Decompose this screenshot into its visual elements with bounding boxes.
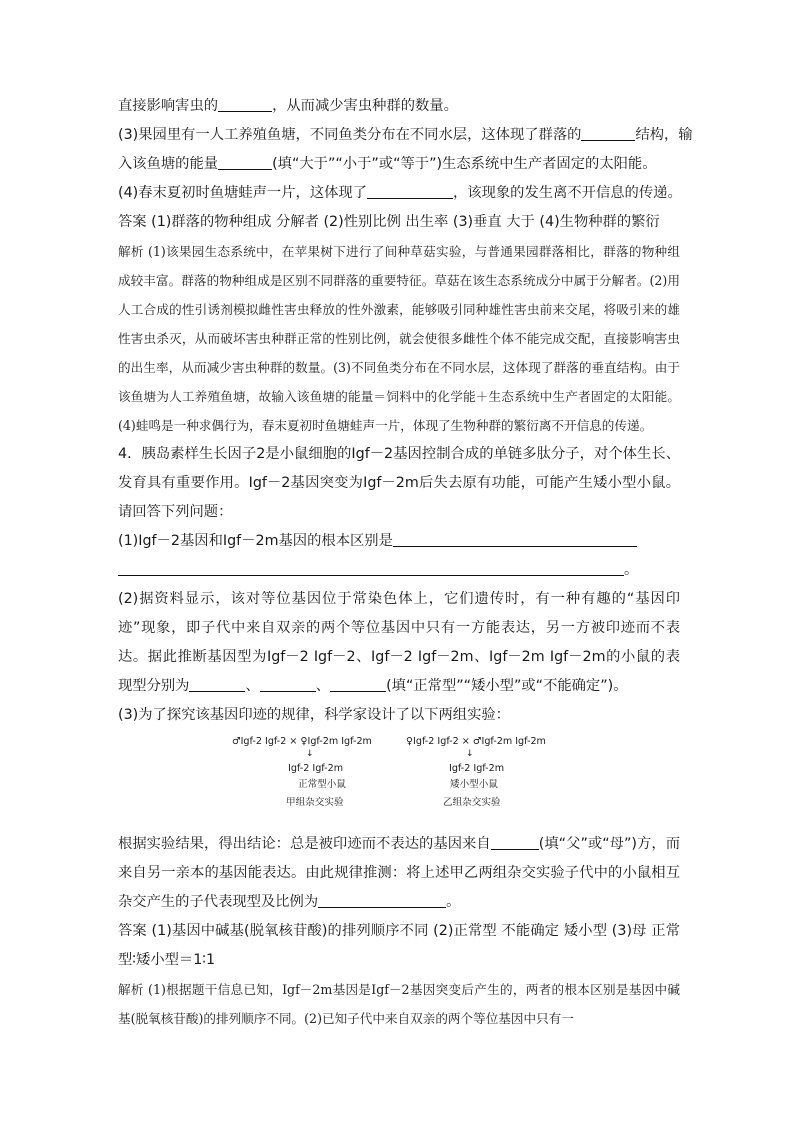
answer-blank <box>393 532 637 547</box>
question-4-part-4: 根据实验结果，得出结论：总是被印迹而不表达的基因来自 (填“父”或“母”)方，而来自另一亲本的基因能表达。由此规律推测：将上述甲乙两组杂交实验子代中的小鼠相互杂交产生的子代表现型及比例为 。 <box>118 836 680 910</box>
question-4-part-1-cont: 。 <box>118 556 680 585</box>
answer-4: 答案 (1)基因中碱基(脱氧核苷酸)的排列顺序不同 (2)正常型 不能确定 矮小型 (3)母 正常型∶矮小型＝1∶1 <box>118 923 680 968</box>
text-line: (3)果园里有一人工养殖鱼塘，不同鱼类分布在不同水层，这体现了群落的 结构，输 <box>118 127 693 143</box>
answer-blank <box>118 561 624 576</box>
answer-blank <box>218 155 272 170</box>
answer-blank <box>491 835 539 850</box>
answer-blank <box>318 893 446 908</box>
answer-blank <box>189 677 245 692</box>
answer-blank <box>581 126 635 141</box>
document-page <box>118 92 693 1033</box>
text-line: (4)春末夏初时鱼塘蛙声一片，这体现了 ，该现象的发生离不开信息的传递。 <box>118 185 682 201</box>
text-line: 入该鱼塘的能量 (填“大于”“小于”或“等于”)生态系统中生产者固定的太阳能。 <box>118 156 657 172</box>
analysis-4: 解析 (1)根据题干信息已知，Igf－2m基因是Igf－2基因突变后产生的，两者的根本区别是基因中碱基(脱氧核苷酸)的排列顺序不同。(2)已知子代中来自双亲的两个等位基因中只有一 <box>118 982 680 1026</box>
cross1-offspring: Igf-2 Igf-2m <box>288 763 344 774</box>
cross2-label: 乙组杂交实验 <box>443 797 501 808</box>
question-4-part-2: (2)据资料显示，该对等位基因位于常染色体上，它们遗传时，有一种有趣的“基因印迹”现象，即子代中来自双亲的两个等位基因中只有一方能表达，另一方被印迹而不表达。据此推断基因型为Igf－2 Igf－2、Igf－2 Igf－2m、Igf－2m Igf－2m的小鼠的表现型分别为 、 、 (填“正常型”“矮小型”或“不能确定”)。 <box>118 591 680 694</box>
text-line: 直接影响害虫的 ，从而减少害虫种群的数量。 <box>118 98 458 114</box>
cross-experiment-diagram <box>118 734 680 830</box>
arrow-icon: ↓ <box>466 749 474 759</box>
arrow-icon: ↓ <box>306 749 314 759</box>
cross2-phenotype: 矮小型小鼠 <box>450 779 498 790</box>
answer-blank <box>218 97 272 112</box>
analysis-1: 解析 (1)该果园生态系统中，在苹果树下进行了间种草菇实验，与普通果园群落相比，群落的物种组成较丰富。群落的物种组成是区别不同群落的重要特征。草菇在该生态系统成分中属于分解者。(2)用人工合成的性引诱剂模拟雌性害虫释放的性外激素，能够吸引同种雄性害虫前来交尾，将吸引来的雄性害虫杀灭，从而破坏害虫种群正常的性别比例，就会使很多雌性个体不能完成交配，直接影响害虫的出生率，从而减少害虫种群的数量。(3)不同鱼类分布在不同水层，这体现了群落的垂直结构。由于该鱼塘为人工养殖鱼塘，故输入该鱼塘的能量＝饲料中的化学能＋生态系统中生产者固定的太阳能。(4)蛙鸣是一种求偶行为，春末夏初时鱼塘蛙声一片，体现了生物种群的繁衍离不开信息的传递。 <box>118 244 680 433</box>
question-4-part-1: (1)Igf－2基因和Igf－2m基因的根本区别是 <box>118 527 680 556</box>
question-4-part-3: (3)为了探究该基因印迹的规律，科学家设计了以下两组实验： <box>118 707 510 723</box>
cross1-phenotype: 正常型小鼠 <box>298 779 346 790</box>
answer-1: 答案 (1)群落的物种组成 分解者 (2)性别比例 出生率 (3)垂直 大于 (4)生物种群的繁衍 <box>118 214 660 230</box>
cross2-offspring: Igf-2 Igf-2m <box>449 763 505 774</box>
cross1-parents: ♂Igf-2 Igf-2 × ♀Igf-2m Igf-2m <box>232 736 372 747</box>
answer-blank <box>330 677 386 692</box>
answer-blank <box>367 184 453 199</box>
answer-blank <box>260 677 316 692</box>
question-4-stem: 4．胰岛素样生长因子2是小鼠细胞的Igf－2基因控制合成的单链多肽分子，对个体生长、发育具有重要作用。Igf－2基因突变为Igf－2m后失去原有功能，可能产生矮小型小鼠。请回答下列问题： <box>118 446 680 520</box>
cross2-parents: ♀Igf-2 Igf-2 × ♂Igf-2m Igf-2m <box>406 736 546 747</box>
cross1-label: 甲组杂交实验 <box>286 797 344 808</box>
